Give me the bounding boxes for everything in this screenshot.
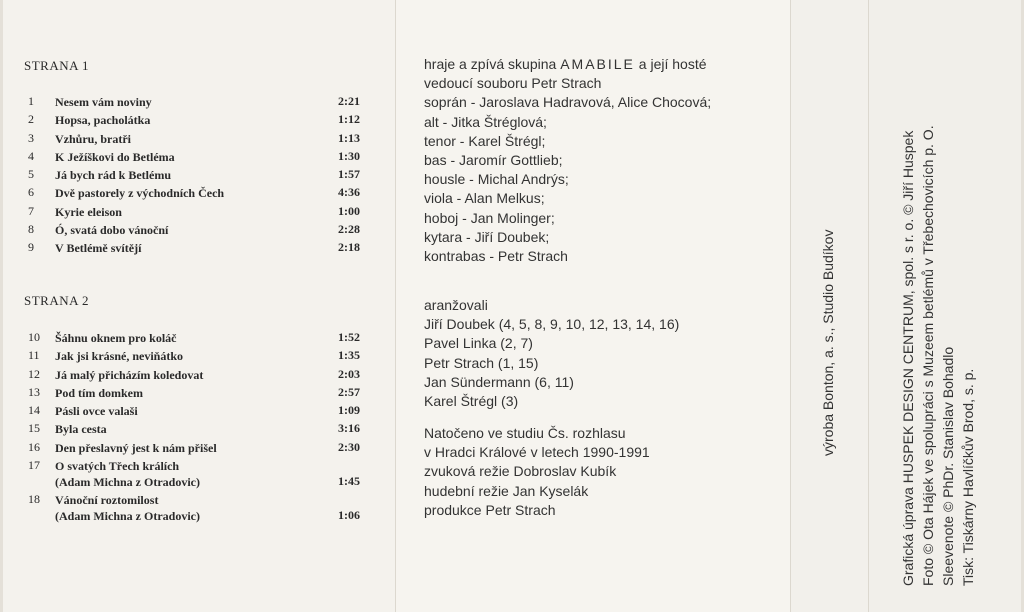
track-title: Ó, svatá dobo vánoční [55,223,169,238]
arranger-line: Petr Strach (1, 15) [424,354,539,371]
track-title: Vzhůru, bratři [55,131,131,146]
track-number: 5 [28,167,34,182]
track-composer: (Adam Michna z Otradovic) [55,475,200,490]
track-title-main: O svatých Třech králích [55,459,180,474]
recording-line: hudební režie Jan Kyselák [424,482,589,499]
track-composer: (Adam Michna z Otradovic) [55,509,200,524]
colophon-line: Sleevenote © PhDr. Stanislav Bohadlo [940,346,956,586]
track-number: 13 [28,384,40,399]
track-duration: 1:30 [338,148,360,163]
track-row [24,111,369,129]
track-row [24,384,369,402]
track-title [55,492,200,524]
track-number: 14 [28,403,40,418]
intro-line [424,55,711,74]
track-duration: 4:36 [338,185,360,200]
track-title: Hopsa, pacholátka [55,113,151,128]
fold-line [868,0,869,612]
performer-line: bas - Jaromír Gottlieb; [424,151,563,168]
side1-track-list [24,93,369,258]
track-title [55,458,200,490]
arranger-line: Karel Štrégl (3) [424,392,519,409]
recording-block [424,424,650,520]
track-number: 17 [28,458,40,473]
track-duration: 2:18 [338,240,360,255]
track-title: Dvě pastorely z východních Čech [55,186,225,201]
track-number: 3 [28,130,34,145]
track-row [24,203,369,221]
performer-line: alt - Jitka Štréglová; [424,113,547,130]
intro-suffix: a její hosté [634,56,707,72]
track-duration: 3:16 [338,421,360,436]
track-number: 8 [28,222,34,237]
arrangers-heading: aranžovali [424,297,488,313]
track-number: 9 [28,240,34,255]
fold-line [395,0,396,612]
track-duration: 1:09 [338,403,360,418]
arranger-line: Pavel Linka (2, 7) [424,335,533,352]
recording-line: zvuková režie Dobroslav Kubík [424,463,617,480]
track-number: 7 [28,203,34,218]
performer-line: tenor - Karel Štrégl; [424,132,546,149]
track-duration: 1:13 [338,130,360,145]
track-number: 15 [28,421,40,436]
track-number: 11 [28,348,40,363]
track-title: Den přeslavný jest k nám přišel [55,440,217,455]
track-title: Nesem vám noviny [55,95,152,109]
track-title: Kyrie eleison [55,204,122,219]
recording-line: v Hradci Králové v letech 1990-1991 [424,444,650,461]
track-title-main: Vánoční roztomilost [55,493,159,508]
colophon-line: Tisk: Tiskárny Havlíčkův Brod, s. p. [960,368,976,586]
group-name: AMABILE [560,56,635,72]
performer-line: kontrabas - Petr Strach [424,247,568,264]
arranger-line: Jan Sündermann (6, 11) [424,373,574,390]
track-title: Pod tím domkem [55,385,143,400]
track-duration: 2:57 [338,384,360,399]
side1-title: STRANA 1 [24,58,90,73]
track-row [24,439,369,457]
colophon-line: Foto © Ota Hájek ve spolupráci s Muzeem betlémů v Třebechovicích p. O. [920,125,936,586]
track-title: Já malý přicházím koledovat [55,367,204,382]
track-duration: 1:35 [338,348,360,363]
track-number: 18 [28,492,40,507]
performer-line: vedoucí souboru Petr Strach [424,75,602,92]
left-edge [0,0,3,612]
performer-line: soprán - Jaroslava Hadravová, Alice Chocová; [424,94,712,111]
track-number: 1 [28,94,34,108]
performer-line: hoboj - Jan Molinger; [424,209,555,226]
arranger-line: Jiří Doubek (4, 5, 8, 9, 10, 12, 13, 14, 16) [424,316,680,333]
track-number: 10 [28,330,40,344]
track-row [24,148,369,166]
track-number: 6 [28,185,34,200]
track-duration: 2:03 [338,366,360,381]
track-duration: 1:45 [338,474,360,489]
track-row [24,457,369,491]
track-duration: 1:00 [338,203,360,218]
track-row [24,402,369,420]
track-duration: 1:12 [338,112,360,127]
performer-line: housle - Michal Andrýs; [424,171,569,188]
track-number: 2 [28,112,34,127]
recording-line: Natočeno ve studiu Čs. rozhlasu [424,425,626,441]
track-number: 4 [28,148,34,163]
colophon-line: Grafická úprava HUSPEK DESIGN CENTRUM, spol. s r. o. © Jiří Huspek [900,130,916,586]
performers-block [424,55,711,266]
track-row [24,420,369,438]
recording-line: produkce Petr Strach [424,501,556,518]
track-row [24,347,369,365]
track-row [24,93,369,111]
track-row [24,366,369,384]
fold-line [790,0,791,612]
track-title: Jak jsi krásné, neviňátko [55,349,184,364]
track-title: Pásli ovce valaši [55,404,138,419]
track-duration: 1:06 [338,508,360,523]
side2-track-list [24,329,369,525]
track-duration: 2:21 [338,94,360,108]
track-number: 16 [28,439,40,454]
track-duration: 1:52 [338,330,360,344]
track-title: Byla cesta [55,422,107,437]
track-row [24,221,369,239]
arrangers-block [424,296,679,411]
track-title: Šáhnu oknem pro koláč [55,331,177,345]
track-duration: 1:57 [338,167,360,182]
track-row [24,491,369,525]
intro-text: hraje a zpívá skupina [424,56,561,72]
track-title: K Ježíškovi do Betléma [55,149,175,164]
track-duration: 2:30 [338,439,360,454]
side2-title: STRANA 2 [24,293,90,308]
performer-line: viola - Alan Melkus; [424,190,545,207]
track-title: Já bych rád k Betlému [55,168,172,183]
track-row [24,166,369,184]
spine-text: výroba Bonton, a. s., Studio Budíkov [820,229,836,456]
track-number: 12 [28,366,40,381]
track-title: V Betlémě svítějí [55,241,142,256]
track-duration: 2:28 [338,222,360,237]
track-row [24,130,369,148]
performer-line: kytara - Jiří Doubek; [424,228,550,245]
track-row [24,184,369,202]
track-row [24,239,369,257]
track-row [24,329,369,347]
